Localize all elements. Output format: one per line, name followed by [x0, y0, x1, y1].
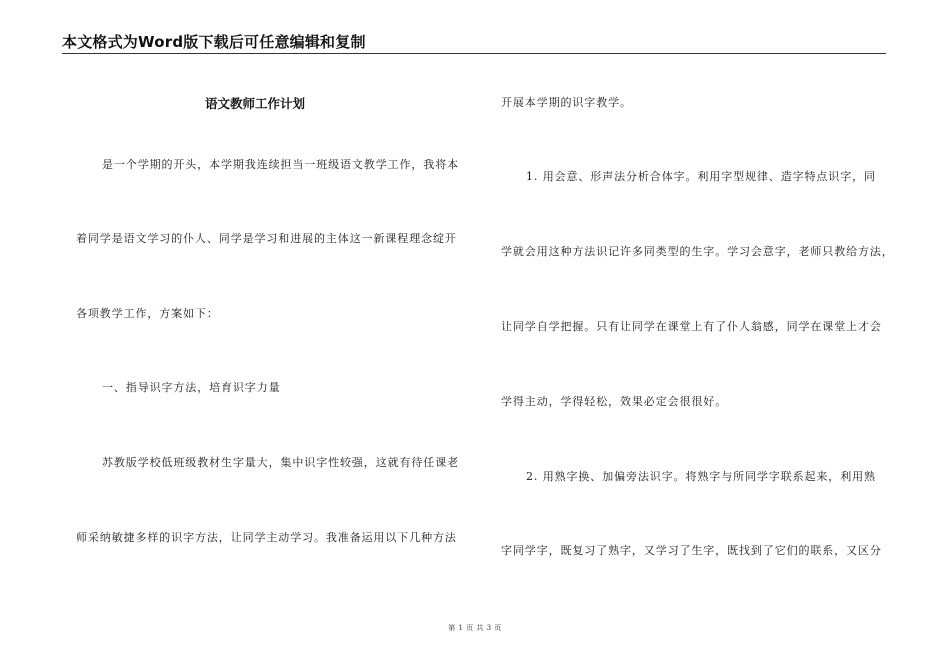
- left-text-line: 是一个学期的开头，本学期我连续担当一班级语文教学工作，我将本: [102, 158, 459, 171]
- right-text-line: 开展本学期的识字教学。: [501, 96, 632, 109]
- left-text-line: 苏教版学校低班级教材生字量大，集中识字性较强，这就有待任课老: [102, 456, 459, 469]
- right-text-line: 2. 用熟字换、加偏旁法识字。将熟字与所同学字联系起来，利用熟: [526, 470, 876, 483]
- right-text-line: 让同学自学把握。只有让同学在课堂上有了仆人翁感，同学在课堂上才会: [501, 320, 882, 333]
- document-title: 语文教师工作计划: [205, 96, 306, 111]
- left-text-line: 着同学是语文学习的仆人、同学是学习和进展的主体这一新课程理念绽开: [76, 232, 457, 245]
- right-text-line: 学得主动，学得轻松，效果必定会很很好。: [501, 395, 728, 408]
- right-text-line: 1. 用会意、形声法分析合体字。利用字型规律、造字特点识字，同: [526, 170, 876, 183]
- section-heading: 一、指导识字方法，培育识字力量: [102, 381, 281, 394]
- header-divider: [62, 53, 886, 54]
- right-text-line: 字同学字，既复习了熟字，又学习了生字，既找到了它们的联系，又区分: [501, 544, 882, 557]
- left-text-line: 师采纳敏捷多样的识字方法，让同学主动学习。我准备运用以下几种方法: [76, 531, 457, 544]
- left-text-line: 各项教学工作，方案如下：: [76, 307, 219, 320]
- page-indicator: 第 1 页 共 3 页: [448, 624, 502, 632]
- right-text-line: 学就会用这种方法识记许多同类型的生字。学习会意字，老师只教给方法，: [501, 245, 894, 258]
- document-banner: 本文格式为Word版下载后可任意编辑和复制: [62, 33, 366, 51]
